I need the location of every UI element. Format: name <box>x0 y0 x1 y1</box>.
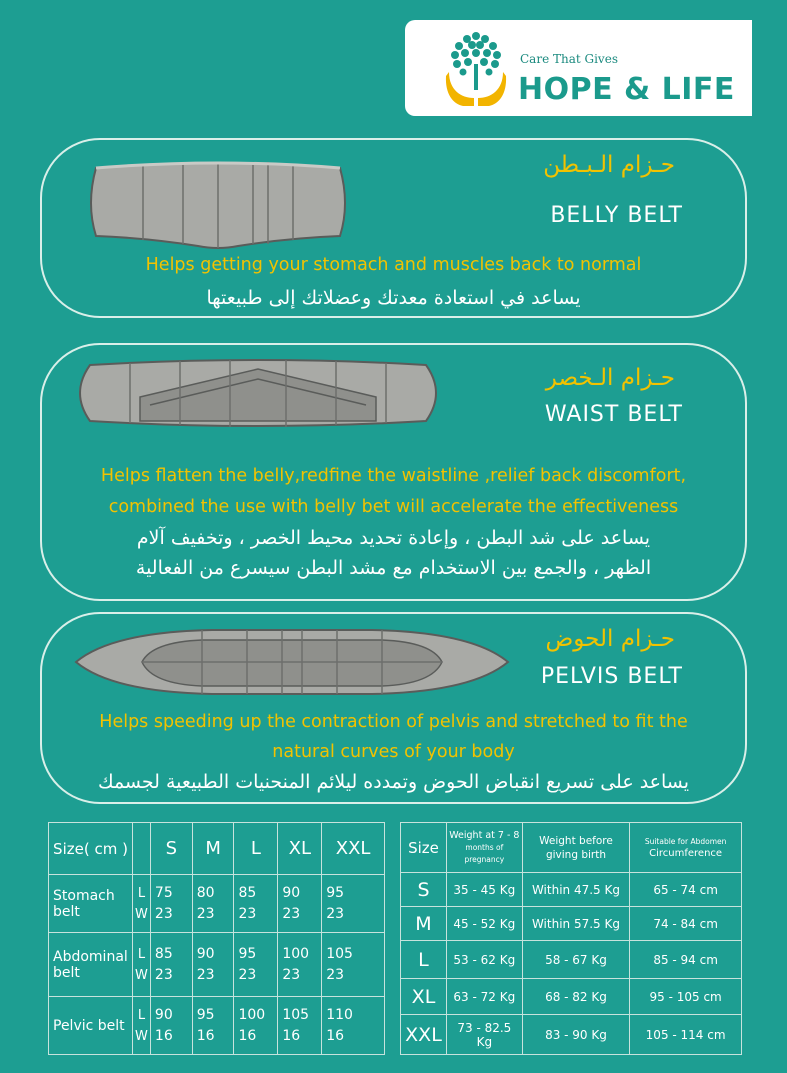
table-row <box>49 997 385 1055</box>
belly-belt-image <box>88 158 348 250</box>
before-birth-weight-cell: Within 57.5 Kg <box>522 907 630 941</box>
before-birth-weight-cell: Within 47.5 Kg <box>522 873 630 907</box>
table-row <box>401 941 742 979</box>
pregnancy-weight-cell: 73 - 82.5 Kg <box>446 1015 522 1055</box>
waist-belt-description-ar-line-2: الظهر ، والجمع بين الاستخدام مع مشد البطن سيسرع من الفعالية <box>135 557 652 579</box>
size-cell: 105 23 <box>322 933 385 997</box>
size-cell: 75 23 <box>150 875 192 933</box>
waist-belt-description-en-line-1: Helps flatten the belly,redfine the waistline ,relief back discomfort, <box>100 466 687 486</box>
brand-logo <box>405 20 752 116</box>
brand-name: HOPE & LIFE <box>518 72 735 107</box>
pelvis-belt-english-name: PELVIS BELT <box>540 664 683 689</box>
pelvis-belt-arabic-name: حـزام الحوض <box>545 626 675 652</box>
lw-cell: L W <box>132 933 150 997</box>
row-label: Pelvic belt <box>49 997 133 1055</box>
size-cell: 100 16 <box>234 997 278 1055</box>
brand-tagline: Care That Gives <box>520 52 618 66</box>
abdomen-cell: 105 - 114 cm <box>630 1015 742 1055</box>
lw-cell: L W <box>132 997 150 1055</box>
size-cell: 95 16 <box>192 997 234 1055</box>
table-row <box>401 979 742 1015</box>
size-cell: 90 16 <box>150 997 192 1055</box>
size-cell: M <box>401 907 447 941</box>
waist-belt-description-ar-line-1: يساعد على شد البطن ، وإعادة تحديد محيط الخصر ، وتخفيف آلام <box>136 527 651 549</box>
size-cell: 85 23 <box>150 933 192 997</box>
size-header-l: L <box>234 823 278 875</box>
pelvis-belt-image <box>72 622 512 702</box>
size-chart-table <box>48 822 385 1055</box>
size-header-xl: XL <box>278 823 322 875</box>
weight-header-abdomen: Suitable for Abdomen Circumference <box>630 823 742 873</box>
pelvis-belt-description-en-line-1: Helps speeding up the contraction of pelvis and stretched to fit the <box>99 712 688 732</box>
before-birth-weight-cell: 58 - 67 Kg <box>522 941 630 979</box>
size-cell: S <box>401 873 447 907</box>
table-row <box>401 1015 742 1055</box>
table-row <box>401 907 742 941</box>
abdomen-cell: 95 - 105 cm <box>630 979 742 1015</box>
size-cell: L <box>401 941 447 979</box>
size-cell: 85 23 <box>234 875 278 933</box>
tree-hands-icon <box>443 28 509 108</box>
row-label: Stomach belt <box>49 875 133 933</box>
pregnancy-weight-cell: 53 - 62 Kg <box>446 941 522 979</box>
lw-cell: L W <box>132 875 150 933</box>
size-cell: 100 23 <box>278 933 322 997</box>
waist-belt-image <box>70 357 446 437</box>
size-cell: 90 23 <box>192 933 234 997</box>
size-cell: XXL <box>401 1015 447 1055</box>
size-cell: 95 23 <box>322 875 385 933</box>
size-chart-header-row <box>49 823 385 875</box>
lw-header-cell <box>132 823 150 875</box>
pregnancy-weight-cell: 63 - 72 Kg <box>446 979 522 1015</box>
waist-belt-english-name: WAIST BELT <box>544 402 683 427</box>
waist-belt-description-en-line-2: combined the use with belly bet will accelerate the effectiveness <box>108 497 679 517</box>
waist-belt-arabic-name: حـزام الـخصر <box>545 365 675 391</box>
waist-belt-panel <box>40 343 747 601</box>
belly-belt-panel <box>40 138 747 318</box>
size-cell: 110 16 <box>322 997 385 1055</box>
table-row <box>49 933 385 997</box>
size-cell: 95 23 <box>234 933 278 997</box>
table-row <box>49 875 385 933</box>
table-row <box>401 873 742 907</box>
size-header-m: M <box>192 823 234 875</box>
row-label: Abdominal belt <box>49 933 133 997</box>
belly-belt-description-ar: يساعد في استعادة معدتك وعضلاتك إلى طبيعتها <box>206 287 581 309</box>
abdomen-cell: 65 - 74 cm <box>630 873 742 907</box>
abdomen-cell: 85 - 94 cm <box>630 941 742 979</box>
weight-header-size: Size <box>401 823 447 873</box>
size-header-xxl: XXL <box>322 823 385 875</box>
weight-chart-table <box>400 822 742 1055</box>
size-cell: 80 23 <box>192 875 234 933</box>
pelvis-belt-panel <box>40 612 747 804</box>
weight-header-before-birth: Weight before giving birth <box>522 823 630 873</box>
belly-belt-english-name: BELLY BELT <box>550 203 683 228</box>
size-header-label: Size( cm ) <box>49 823 133 875</box>
pregnancy-weight-cell: 35 - 45 Kg <box>446 873 522 907</box>
size-header-s: S <box>150 823 192 875</box>
size-cell: 90 23 <box>278 875 322 933</box>
weight-header-pregnancy: Weight at 7 - 8 months of pregnancy <box>446 823 522 873</box>
belly-belt-description-en: Helps getting your stomach and muscles back to normal <box>145 255 642 275</box>
size-cell: XL <box>401 979 447 1015</box>
pelvis-belt-description-ar: يساعد على تسريع انقباض الحوض وتمدده ليلائم المنحنيات الطبيعية لجسمك <box>97 771 690 793</box>
before-birth-weight-cell: 68 - 82 Kg <box>522 979 630 1015</box>
weight-chart-header-row <box>401 823 742 873</box>
pelvis-belt-description-en-line-2: natural curves of your body <box>272 742 515 762</box>
before-birth-weight-cell: 83 - 90 Kg <box>522 1015 630 1055</box>
abdomen-cell: 74 - 84 cm <box>630 907 742 941</box>
size-cell: 105 16 <box>278 997 322 1055</box>
belly-belt-arabic-name: حـزام الـبـطن <box>543 152 675 178</box>
pregnancy-weight-cell: 45 - 52 Kg <box>446 907 522 941</box>
